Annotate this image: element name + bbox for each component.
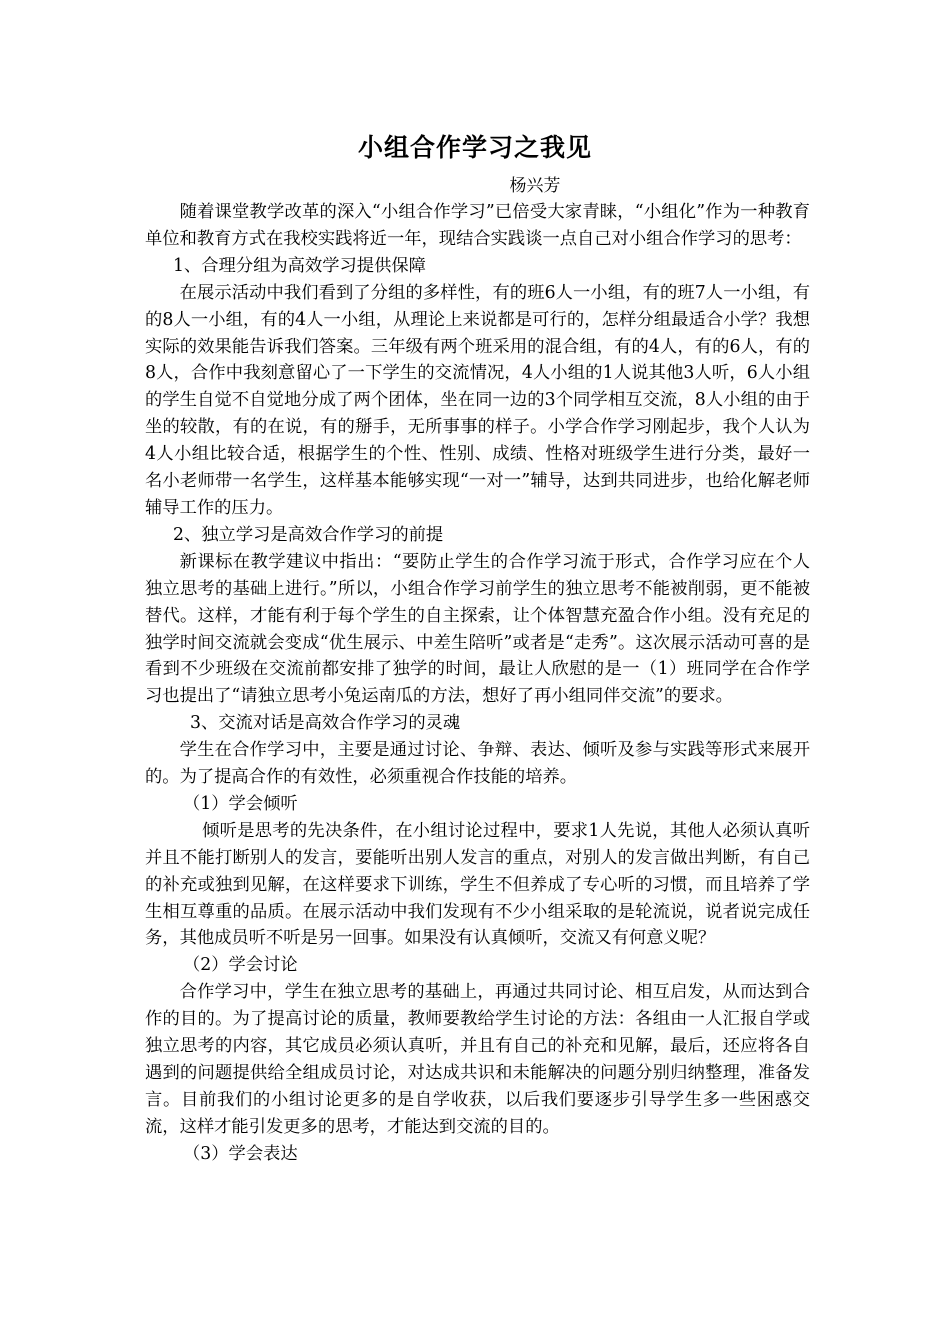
subsection-2-heading: （2）学会讨论	[183, 955, 298, 976]
section-3-heading: 3、交流对话是高效合作学习的灵魂	[190, 713, 461, 734]
section-3-paragraph: 学生在合作学习中，主要是通过讨论、争辩、表达、倾听及参与实践等形式来展开的。为了提高合作的有效性，必须重视合作技能的培养。	[145, 740, 810, 788]
subsection-1-paragraph: 倾听是思考的先决条件，在小组讨论过程中，要求1人先说，其他人必须认真听并且不能打断别人的发言，要能听出别人发言的重点，对别人的发言做出判断，有自己的补充或独到见解，在这样要求下训练，学生不但养成了专心听的习惯，而且培养了学生相互尊重的品质。在展示活动中我们发现有不少小组采取的是轮流说，说者说完成任务，其他成员听不听是另一回事。如果没有认真倾听，交流又有何意义呢？	[145, 820, 810, 949]
intro-paragraph: 随着课堂教学改革的深入“小组合作学习”已倍受大家青睐，“小组化”作为一种教育单位和教育方式在我校实践将近一年，现结合实践谈一点自己对小组合作学习的思考：	[145, 202, 810, 249]
section-1-paragraph: 在展示活动中我们看到了分组的多样性，有的班6人一小组，有的班7人一小组，有的8人一小组，有的4人一小组，从理论上来说都是可行的，怎样分组最适合小学？我想实际的效果能告诉我们答案。三年级有两个班采用的混合组，有的4人，有的6人，有的8人，合作中我刻意留心了一下学生的交流情况，4人小组的1人说其他3人听，6人小组的学生自觉不自觉地分成了两个团体，坐在同一边的3个同学相互交流，8人小组的由于坐的较散，有的在说，有的掰手，无所事事的样子。小学合作学习刚起步，我个人认为4人小组比较合适，根据学生的个性、性别、成绩、性格对班级学生进行分类，最好一名小老师带一名学生，这样基本能够实现“一对一”辅导，达到共同进步，也给化解老师辅导工作的压力。	[145, 282, 810, 518]
document-body	[145, 199, 810, 1168]
section-2-paragraph: 新课标在教学建议中指出：“要防止学生的合作学习流于形式，合作学习应在个人独立思考的基础上进行。”所以，小组合作学习前学生的独立思考不能被削弱，更不能被替代。这样，才能有利于每个学生的自主探索，让个体智慧充盈合作小组。没有充足的独学时间交流就会变成“优生展示、中差生陪听”或者是“走秀”。这次展示活动可喜的是看到不少班级在交流前都安排了独学的时间，最让人欣慰的是一（1）班同学在合作学习也提出了“请独立思考小兔运南瓜的方法，想好了再小组同伴交流”的要求。	[145, 551, 810, 707]
subsection-1-heading: （1）学会倾听	[183, 793, 298, 814]
document-title: 小组合作学习之我见	[357, 133, 592, 162]
document-author: 杨兴芳	[509, 176, 561, 196]
subsection-2-paragraph: 合作学习中，学生在独立思考的基础上，再通过共同讨论、相互启发，从而达到合作的目的。为了提高讨论的质量，教师要教给学生讨论的方法：各组由一人汇报自学或独立思考的内容，其它成员必须认真听，并且有自己的补充和见解，最后，还应将各自遇到的问题提供给全组成员讨论，对达成共识和未能解决的问题分别归纳整理，准备发言。目前我们的小组讨论更多的是自学收获，以后我们要逐步引导学生多一些困惑交流，这样才能引发更多的思考，才能达到交流的目的。	[145, 982, 810, 1137]
subsection-3-heading: （3）学会表达	[183, 1143, 298, 1164]
section-1-heading: 1、合理分组为高效学习提供保障	[173, 255, 426, 276]
section-2-heading: 2、独立学习是高效合作学习的前提	[173, 524, 444, 545]
